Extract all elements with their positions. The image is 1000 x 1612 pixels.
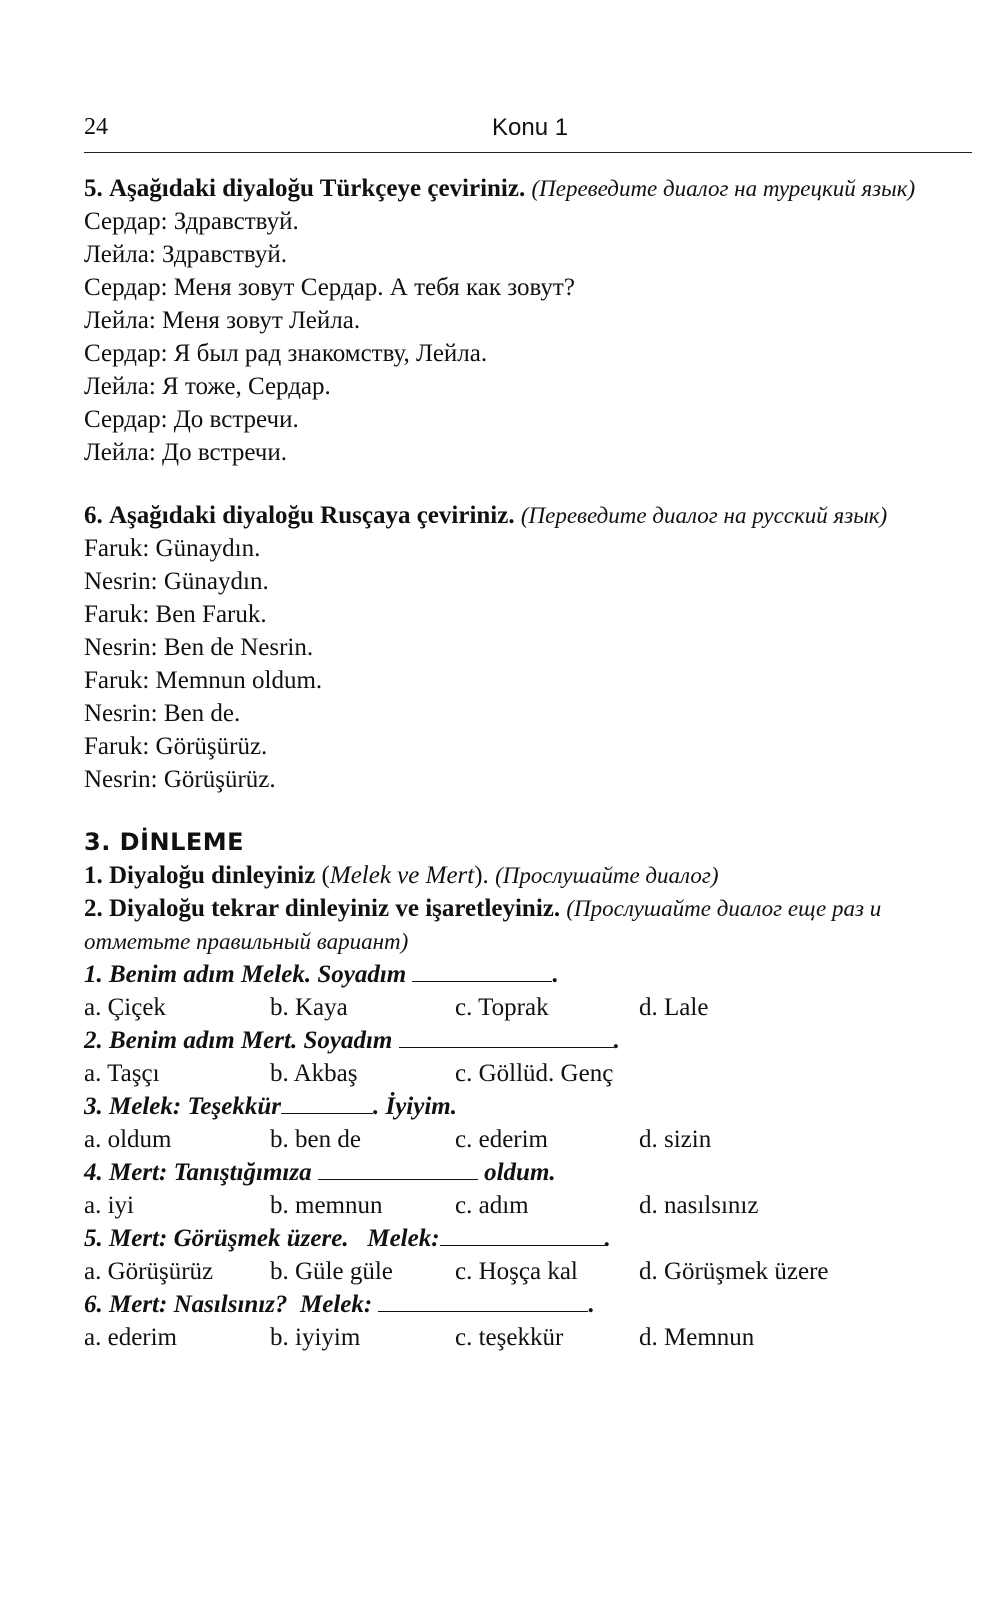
- dialogue-line: Nesrin: Günaydın.: [84, 568, 269, 595]
- question-1-options: [84, 991, 972, 1024]
- answer-blank: [412, 959, 552, 982]
- question-2: [84, 1024, 972, 1057]
- paren-close: ): [400, 929, 409, 954]
- option-c: c. Göllüd. Genç: [455, 1060, 614, 1087]
- option-c: c. adım: [455, 1192, 529, 1219]
- option-a: a. iyi: [84, 1192, 134, 1219]
- answer-blank: [440, 1223, 605, 1246]
- exercise-5-title: Aşağıdaki diyaloğu Türkçeye çeviriniz.: [109, 175, 526, 202]
- option-b: b. Güle güle: [270, 1258, 393, 1285]
- answer-blank: [281, 1091, 373, 1114]
- question-end: .: [613, 1027, 620, 1054]
- question-end: .: [604, 1225, 611, 1252]
- question-end: .: [552, 961, 559, 988]
- answer-blank: [399, 1025, 614, 1048]
- section-3-title: 3. DİNLEME: [84, 828, 245, 856]
- question-end: . İyiyim.: [372, 1093, 457, 1120]
- running-head: Konu 1: [492, 114, 569, 141]
- option-a: a. Görüşürüz: [84, 1258, 214, 1285]
- option-c: c. teşekkür: [455, 1324, 564, 1351]
- question-4: [84, 1156, 972, 1189]
- dialogue-line: Лейла: Здравствуй.: [84, 241, 288, 268]
- dialogue-line: Лейла: Меня зовут Лейла.: [84, 307, 361, 334]
- dialogue-line: Nesrin: Ben de.: [84, 700, 241, 727]
- page-content: [84, 172, 972, 1354]
- question-2-options: [84, 1057, 972, 1090]
- exercise-5-number: 5.: [84, 175, 103, 202]
- paren-open: (: [566, 896, 575, 921]
- task-1-title: Diyaloğu dinleyiniz: [109, 862, 316, 889]
- question-end: oldum.: [484, 1159, 556, 1186]
- task-1-number: 1.: [84, 862, 103, 889]
- question-text: 3. Melek: Teşekkür: [84, 1093, 281, 1120]
- question-text: 5. Mert: Görüşmek üzere. Melek:: [84, 1225, 440, 1252]
- dialogue-line: Nesrin: Görüşürüz.: [84, 766, 276, 793]
- paren-close: ).: [474, 862, 489, 889]
- task-2-title: Diyaloğu tekrar dinleyiniz ve işaretleyiniz.: [109, 895, 561, 922]
- option-d: d. nasılsınız: [639, 1192, 759, 1219]
- paren-close: ): [907, 176, 916, 201]
- option-c: c. Hoşça kal: [455, 1258, 578, 1285]
- exercise-6-number: 6.: [84, 502, 103, 529]
- paren-close: ): [879, 503, 888, 528]
- listening-task-2: [84, 892, 972, 958]
- option-b: b. Akbaş: [270, 1060, 358, 1087]
- paren-open: (: [495, 863, 503, 888]
- exercise-6-title: Aşağıdaki diyaloğu Rusçaya çeviriniz.: [109, 502, 515, 529]
- question-end: .: [588, 1291, 595, 1318]
- dialogue-line: Лейла: До встречи.: [84, 439, 287, 466]
- page-header: [84, 112, 972, 153]
- paren-open: (: [531, 176, 540, 201]
- exercise-6-heading: [84, 499, 972, 532]
- dialogue-line: Nesrin: Ben de Nesrin.: [84, 634, 314, 661]
- paren-open: (: [321, 862, 330, 889]
- option-c: c. ederim: [455, 1126, 549, 1153]
- option-b: b. iyiyim: [270, 1324, 361, 1351]
- dialogue-line: Сердар: Здравствуй.: [84, 208, 299, 235]
- option-b: b. memnun: [270, 1192, 383, 1219]
- dialogue-line: Faruk: Görüşürüz.: [84, 733, 268, 760]
- question-4-options: [84, 1189, 972, 1222]
- paren-open: (: [520, 503, 529, 528]
- question-6-options: [84, 1321, 972, 1354]
- question-text: 2. Benim adım Mert. Soyadım: [84, 1027, 393, 1054]
- paren-close: ): [710, 863, 719, 888]
- answer-blank: [318, 1157, 478, 1180]
- task-2-number: 2.: [84, 895, 103, 922]
- dialogue-line: Лейла: Я тоже, Сердар.: [84, 373, 331, 400]
- dialogue-line: Faruk: Memnun oldum.: [84, 667, 323, 694]
- dialogue-line: Сердар: Меня зовут Сердар. А тебя как зовут?: [84, 274, 575, 301]
- option-d: d. Memnun: [639, 1324, 755, 1351]
- option-b: b. ben de: [270, 1126, 361, 1153]
- answer-blank: [378, 1289, 588, 1312]
- question-1: [84, 958, 972, 991]
- option-a: a. Çiçek: [84, 994, 166, 1021]
- page-number: 24: [84, 114, 108, 140]
- exercise-6-russian-instruction: Переведите диалог на русский язык: [528, 503, 880, 528]
- option-d: d. sizin: [639, 1126, 712, 1153]
- question-text: 1. Benim adım Melek. Soyadım: [84, 961, 407, 988]
- question-6: [84, 1288, 972, 1321]
- question-3: [84, 1090, 972, 1123]
- dialogue-line: Сердар: До встречи.: [84, 406, 299, 433]
- dialogue-line: Faruk: Ben Faruk.: [84, 601, 267, 628]
- exercise-5-russian-instruction: Переведите диалог на турецкий язык: [539, 176, 908, 201]
- task-1-russian-instruction: Прослушайте диалог: [502, 863, 711, 888]
- task-2-russian-instruction: Прослушайте диалог еще раз и отметьте правильный вариант: [84, 896, 882, 954]
- task-1-names: Melek ve Mert: [329, 862, 475, 889]
- option-c: c. Toprak: [455, 994, 549, 1021]
- question-text: 6. Mert: Nasılsınız? Melek:: [84, 1291, 373, 1318]
- exercise-5-heading: [84, 172, 972, 205]
- option-d: d. Görüşmek üzere: [639, 1258, 829, 1285]
- question-5-options: [84, 1255, 972, 1288]
- question-5: [84, 1222, 972, 1255]
- dialogue-line: Faruk: Günaydın.: [84, 535, 261, 562]
- option-d: d. Lale: [639, 994, 709, 1021]
- question-3-options: [84, 1123, 972, 1156]
- option-a: a. ederim: [84, 1324, 178, 1351]
- option-a: a. Taşçı: [84, 1060, 160, 1087]
- listening-task-1: [84, 859, 972, 892]
- option-a: a. oldum: [84, 1126, 172, 1153]
- dialogue-line: Сердар: Я был рад знакомству, Лейла.: [84, 340, 488, 367]
- option-b: b. Kaya: [270, 994, 348, 1021]
- question-text: 4. Mert: Tanıştığımıza: [84, 1159, 312, 1186]
